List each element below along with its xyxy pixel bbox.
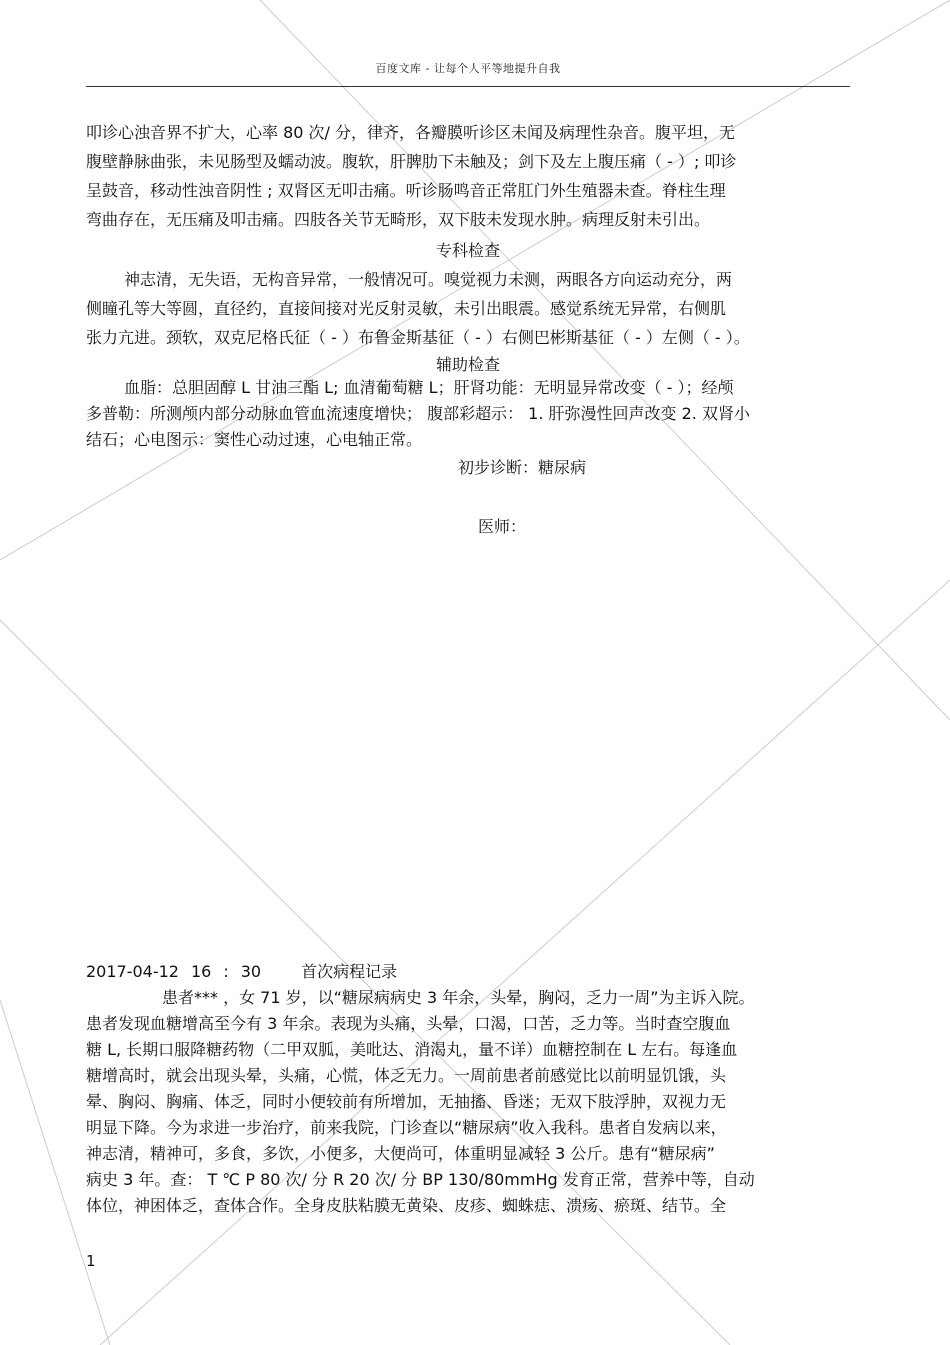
record-title: 首次病程记录 <box>301 962 398 981</box>
record-line-3: 糖 L, 长期口服降糖药物（二甲双胍，美吡达、消渴丸，量不详）血糖控制在 L 左右。每逢血 <box>86 1040 738 1059</box>
auxiliary-line-3: 结石；心电图示：窦性心动过速，心电轴正常。 <box>86 430 423 449</box>
record-line-4: 糖增高时，就会出现头晕，头痛，心慌，体乏无力。一周前患者前感觉比以前明显饥饿，头 <box>86 1066 727 1085</box>
record-line-2: 患者发现血糖增高至今有 3 年余。表现为头痛，头晕，口渴，口苦，乏力等。当时查空腹血 <box>86 1014 731 1033</box>
specialty-line-2: 侧瞳孔等大等圆，直径约，直接间接对光反射灵敏，未引出眼震。感觉系统无异常，右侧肌 <box>86 299 727 318</box>
record-time-colon: : <box>223 962 229 981</box>
specialty-line-1: 神志清，无失语，无构音异常，一般情况可。嗅觉视力未测，两眼各方向运动充分，两 <box>124 270 733 289</box>
page-number: 1 <box>86 1252 96 1270</box>
auxiliary-exam-heading: 辅助检查 <box>435 355 500 374</box>
record-header <box>86 961 850 983</box>
record-line-5: 晕、胸闷、胸痛、体乏，同时小便较前有所增加，无抽搐、昏迷；无双下肢浮肿，双视力无 <box>86 1092 727 1111</box>
record-line-7: 神志清，精神可，多食，多饮，小便多，大便尚可，体重明显减轻 3 公斤。患有“糖尿病” <box>86 1144 715 1163</box>
page-header: 百度文库 - 让每个人平等地提升自我 <box>375 62 561 75</box>
record-line-8: 病史 3 年。查： T ℃ P 80 次/ 分 R 20 次/ 分 BP 130/80mmHg 发育正常，营养中等，自动 <box>86 1170 755 1189</box>
exam-line-3: 呈鼓音，移动性浊音阴性 ; 双肾区无叩击痛。听诊肠鸣音正常肛门外生殖器未查。脊柱生理 <box>86 181 726 200</box>
specialty-exam-heading: 专科检查 <box>435 241 500 260</box>
auxiliary-line-1: 血脂：总胆固醇 L 甘油三酯 L; 血清葡萄糖 L；肝肾功能：无明显异常改变（ - ）；经颅 <box>124 378 734 397</box>
record-date: 2017-04-12 <box>86 962 179 981</box>
auxiliary-line-2: 多普勒：所测颅内部分动脉血管血流速度增快； 腹部彩超示： 1. 肝弥漫性回声改变 2. 双肾小 <box>86 404 750 423</box>
exam-line-1: 叩诊心浊音界不扩大，心率 80 次/ 分，律齐，各瓣膜听诊区未闻及病理性杂音。腹平坦，无 <box>86 123 736 142</box>
record-line-6: 明显下降。今为求进一步治疗，前来我院，门诊查以“糖尿病”收入我科。患者自发病以来， <box>86 1118 727 1137</box>
record-minute: 30 <box>240 962 262 981</box>
record-line-9: 体位，神困体乏，查体合作。全身皮肤粘膜无黄染、皮疹、蜘蛛痣、溃疡、瘀斑、结节。全 <box>86 1196 727 1215</box>
preliminary-diagnosis: 初步诊断：糖尿病 <box>458 458 587 477</box>
exam-line-4: 弯曲存在，无压痛及叩击痛。四肢各关节无畸形，双下肢未发现水肿。病理反射未引出。 <box>86 210 711 229</box>
specialty-line-3: 张力亢进。颈软，双克尼格氏征（ - ）布鲁金斯基征（ - ）右侧巴彬斯基征（ - ）左侧（ - ）。 <box>86 328 750 347</box>
header-rule <box>86 86 850 87</box>
exam-line-2: 腹壁静脉曲张，未见肠型及蠕动波。腹软，肝脾肋下未触及；剑下及左上腹压痛（ - ）; 叩诊 <box>86 152 737 171</box>
record-hour: 16 <box>190 962 212 981</box>
doctor-signature-label: 医师： <box>478 517 527 536</box>
record-line-1: 患者*** ，女 71 岁，以“糖尿病病史 3 年余，头晕，胸闷，乏力一周”为主诉入院。 <box>162 988 755 1007</box>
